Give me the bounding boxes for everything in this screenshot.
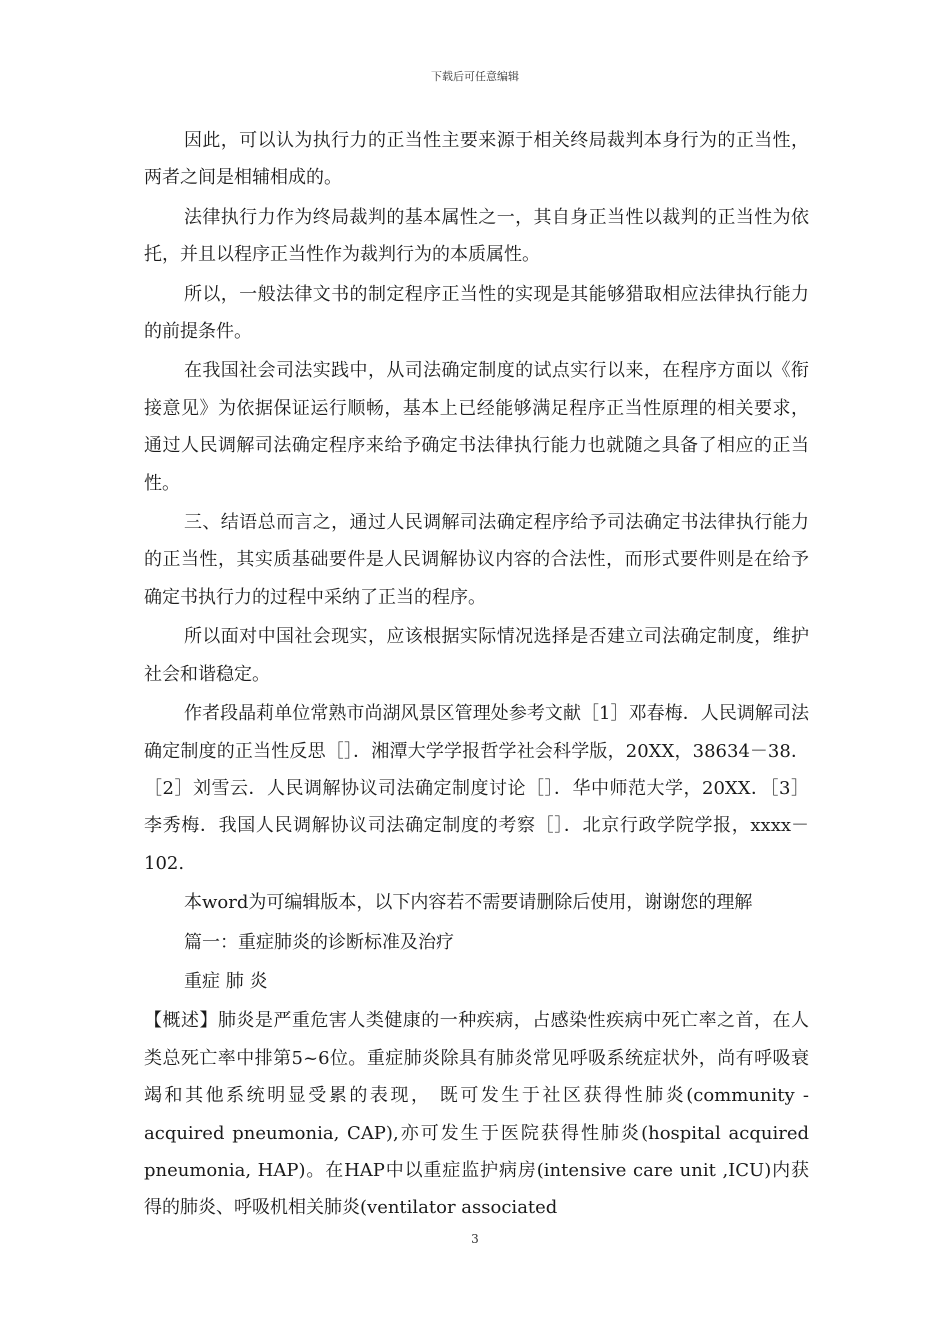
paragraph: 三、结语总而言之，通过人民调解司法确定程序给予司法确定书法律执行能力的正当性，其实质基础要件是人民调解协议内容的合法性，而形式要件则是在给予确定书执行力的过程中采纳了正当的程序。 — [144, 512, 809, 608]
paragraph: 法律执行力作为终局裁判的基本属性之一，其自身正当性以裁判的正当性为依托，并且以程序正当性作为裁判行为的本质属性。 — [144, 206, 809, 266]
paragraph: 【概述】肺炎是严重危害人类健康的一种疾病，占感染性疾病中死亡率之首，在人类总死亡率中排第5~6位。重症肺炎除具有肺炎常见呼吸系统症状外，尚有呼吸衰竭和其他系统明显受累的表现， 既可发生于社区获得性肺炎(community -acquired pneumonia, CAP),亦可发生于医院获得性肺炎(hospital acquired pneumonia, HAP)。在HAP中以重症监护病房(intensive care unit ,ICU)内获得的肺炎、呼吸机相关肺炎(ventilator associated — [144, 1010, 809, 1219]
section-heading: 篇一：重症肺炎的诊断标准及治疗 — [184, 931, 454, 953]
document-body — [144, 122, 809, 1229]
page-header: 下载后可任意编辑 — [431, 70, 519, 83]
paragraph: 所以面对中国社会现实，应该根据实际情况选择是否建立司法确定制度，维护社会和谐稳定。 — [144, 626, 809, 685]
section-title: 重症 肺 炎 — [184, 970, 268, 992]
paragraph: 本word为可编辑版本，以下内容若不需要请删除后使用，谢谢您的理解 — [184, 892, 753, 914]
paragraph: 作者段晶莉单位常熟市尚湖风景区管理处参考文献［1］邓春梅．人民调解司法确定制度的正当性反思［］．湘潭大学学报哲学社会科学版，20XX，38634－38．［2］刘雪云．人民调解协议司法确定制度讨论［］．华中师范大学，20XX．［3］李秀梅．我国人民调解协议司法确定制度的考察［］．北京行政学院学报，xxxx－102. — [144, 703, 809, 874]
paragraph: 在我国社会司法实践中，从司法确定制度的试点实行以来，在程序方面以《衔接意见》为依据保证运行顺畅，基本上已经能够满足程序正当性原理的相关要求，通过人民调解司法确定程序来给予确定书法律执行能力也就随之具备了相应的正当性。 — [144, 360, 809, 494]
paragraph: 所以，一般法律文书的制定程序正当性的实现是其能够猎取相应法律执行能力的前提条件。 — [144, 283, 809, 343]
paragraph: 因此，可以认为执行力的正当性主要来源于相关终局裁判本身行为的正当性，两者之间是相辅相成的。 — [144, 130, 809, 189]
page-number: 3 — [471, 1232, 479, 1246]
